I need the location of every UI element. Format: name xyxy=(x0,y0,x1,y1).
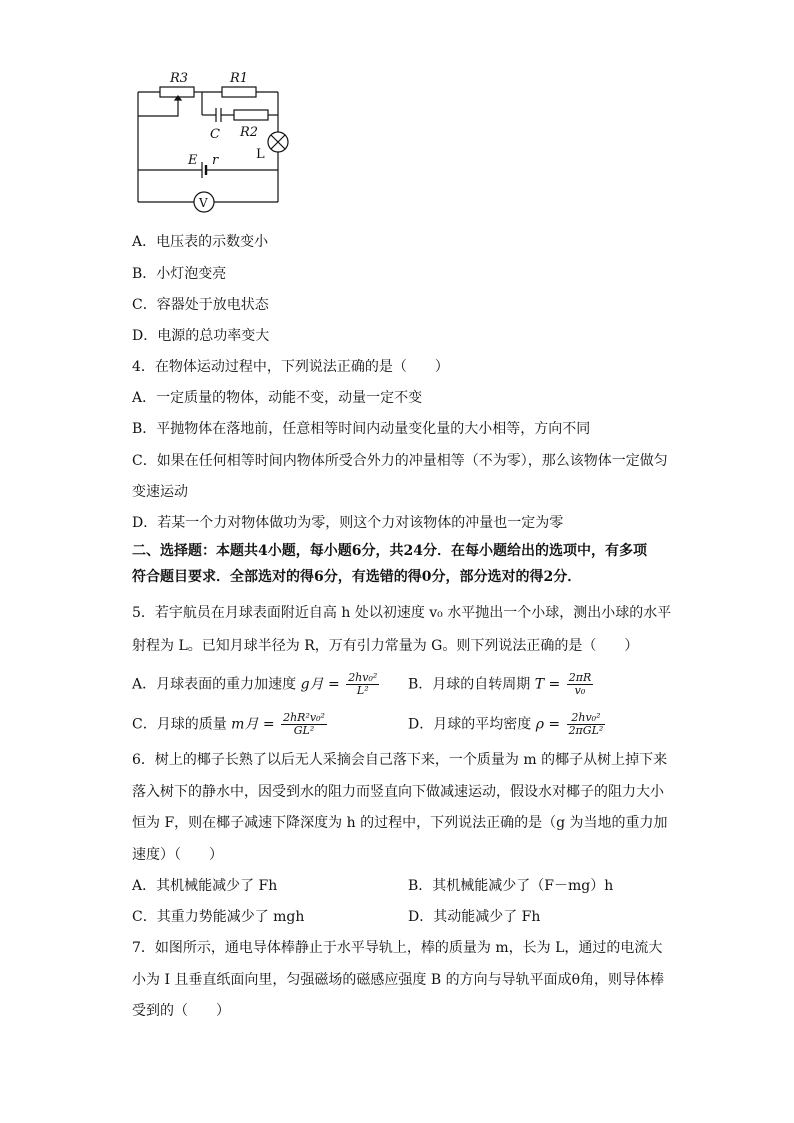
q6-line4: 速度）（ ） xyxy=(132,847,223,863)
label-r2: R2 xyxy=(240,125,259,140)
rheostat-r3 xyxy=(160,87,194,97)
q6-line3: 恒为 F，则在椰子减速下降深度为 h 的过程中，下列说法正确的是（g 为当地的重力加 xyxy=(132,815,668,831)
q5-option-a: A．月球表面的重力加速度 g月 = $\frac{\text{2hv₀²}}{\text{L²}}$ xyxy=(132,671,378,697)
label-internal-resistance: r xyxy=(212,153,219,168)
label-lamp: L xyxy=(256,147,265,162)
q7-line3: 受到的（ ） xyxy=(132,1003,230,1019)
section2-heading-line1: 二、选择题：本题共4小题，每小题6分，共24分．在每小题给出的选项中，有多项 xyxy=(132,543,647,559)
q4-option-b: B．平抛物体在落地前，任意相等时间内动量变化量的大小相等，方向不同 xyxy=(132,421,591,437)
q5-a-lhs: g月 = xyxy=(300,676,340,693)
q5-c-fraction: $\frac{\text{2hR²v₀²}}{\text{GL²}}$ xyxy=(283,711,325,737)
label-r3: R3 xyxy=(170,71,189,86)
q6-line2: 落入树下的静水中，因受到水的阻力而竖直向下做减速运动，假设水对椰子的阻力大小 xyxy=(132,784,664,800)
q6-option-a: A．其机械能减少了 Fh xyxy=(132,878,278,894)
q4-option-a: A．一定质量的物体，动能不变，动量一定不变 xyxy=(132,390,423,406)
q4-stem: 4．在物体运动过程中，下列说法正确的是（ ） xyxy=(132,359,449,375)
section2-heading-line2: 符合题目要求．全部选对的得6分，有选错的得0分，部分选对的得2分． xyxy=(132,569,582,585)
label-voltmeter: V xyxy=(199,196,208,210)
q5-a-fraction: $\frac{\text{2hv₀²}}{\text{L²}}$ xyxy=(348,671,378,697)
resistor-r2 xyxy=(234,110,268,120)
q7-line1: 7．如图所示，通电导体棒静止于水平导轨上，棒的质量为 m，长为 L，通过的电流大 xyxy=(132,940,663,956)
circuit-diagram xyxy=(130,66,300,216)
q6-option-b: B．其机械能减少了（F－mg）h xyxy=(408,878,614,894)
rheostat-slider xyxy=(138,99,178,116)
q5-line2: 射程为 L。已知月球半径为 R，万有引力常量为 G。则下列说法正确的是（ ） xyxy=(132,638,639,654)
label-c: C xyxy=(210,127,220,142)
q4-option-d: D．若某一个力对物体做功为零，则这个力对该物体的冲量也一定为零 xyxy=(132,515,564,531)
q5-option-b: B．月球的自转周期 T = $\frac{2\pi R}{\text{v₀}}$ xyxy=(408,671,592,697)
q5-c-lhs: m月 = xyxy=(231,716,275,733)
q3-option-a: A．电压表的示数变小 xyxy=(132,234,269,250)
q5-line1: 5．若宇航员在月球表面附近自高 h 处以初速度 v₀ 水平抛出一个小球，测出小球的水平 xyxy=(132,605,672,621)
label-emf: E xyxy=(188,153,198,168)
resistor-r1 xyxy=(222,87,256,97)
q5-d-lhs: ρ = xyxy=(535,716,561,733)
q5-option-c: C．月球的质量 m月 = $\frac{\text{2hR²v₀²}}{\text{GL²}}$ xyxy=(132,711,325,737)
q3-option-d: D．电源的总功率变大 xyxy=(132,328,270,344)
q5-d-fraction: $\frac{\text{2hv₀²}}{\text{2πGL²}}$ xyxy=(568,711,604,737)
q4-option-c-line1: C．如果在任何相等时间内物体所受合外力的冲量相等（不为零），那么该物体一定做匀 xyxy=(132,453,668,469)
q6-option-d: D．其动能减少了 Fh xyxy=(408,909,541,925)
q3-option-b: B．小灯泡变亮 xyxy=(132,266,227,282)
q7-line2: 小为 I 且垂直纸面向里，匀强磁场的磁感应强度 B 的方向与导轨平面成θ角，则导体棒 xyxy=(132,972,665,988)
q3-option-c: C．容器处于放电状态 xyxy=(132,297,269,313)
label-r1: R1 xyxy=(230,71,249,86)
q6-line1: 6．树上的椰子长熟了以后无人采摘会自己落下来，一个质量为 m 的椰子从树上掉下来 xyxy=(132,752,668,768)
q4-option-c-line2: 变速运动 xyxy=(132,484,188,500)
q6-option-c: C．其重力势能减少了 mgh xyxy=(132,909,305,925)
q5-b-lhs: T = xyxy=(534,676,561,693)
q5-option-d: D．月球的平均密度 ρ = $\frac{\text{2hv₀²}}{\text{2πGL²}}$ xyxy=(408,711,604,737)
q5-b-fraction: $\frac{2\pi R}{\text{v₀}}$ xyxy=(568,671,592,697)
